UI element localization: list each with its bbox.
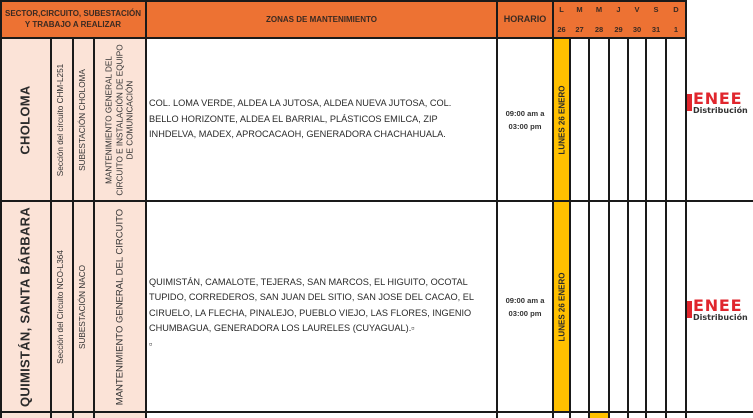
grid-line	[552, 0, 554, 418]
row2-day-label: LUNES 26 ENERO	[557, 272, 566, 341]
day-letter: L	[559, 5, 564, 14]
row1-sector-label: CHOLOMA	[17, 84, 33, 155]
day-letter: S	[653, 5, 659, 14]
row1-work-label	[104, 44, 136, 195]
zone-line: QUIMISTÁN, CAMALOTE, TEJERAS, SAN MARCOS, EL HIGUITO, OCOTAL	[149, 276, 468, 287]
row1-day-highlight	[553, 38, 570, 201]
day-letter: D	[673, 5, 679, 14]
grid-line	[588, 38, 590, 418]
grid-line	[569, 38, 571, 418]
row2-sector	[0, 201, 50, 412]
day-letter: M	[595, 5, 603, 14]
row1-substation-label: SUBESTACIÓN CHOLOMA	[77, 68, 87, 171]
enee-logo-sub: Distribución	[693, 313, 748, 322]
zone-line: TUPIDO, CORREDEROS, SAN JUAN DEL SITIO, SAN JOSE DEL CACAO, EL	[149, 292, 475, 303]
zone-line: INHDELVA, MADEX, APROCACAOH, GENERADORA CHACHAHUALA.	[149, 129, 446, 140]
row2-work-label: MANTENIMIENTO GENERAL DEL CIRCUITO	[114, 208, 125, 405]
day-letter: M	[576, 5, 583, 14]
grid-line	[0, 37, 686, 39]
header-horario	[497, 0, 553, 38]
grid-line	[627, 38, 629, 418]
row1-work	[93, 38, 146, 201]
grid-line	[145, 0, 147, 418]
row2-zones	[146, 201, 497, 412]
row2-substation	[72, 201, 93, 412]
row1-circuit	[50, 38, 72, 201]
header-day-3	[609, 0, 628, 38]
header-horario-label: HORARIO	[503, 13, 547, 24]
header-day-0	[553, 0, 570, 38]
grid-line	[0, 200, 753, 202]
header-day-1	[570, 0, 589, 38]
enee-logo	[686, 298, 753, 324]
header-sector-circuit	[0, 0, 146, 38]
work-line: DE COMUNICACIÓN	[124, 80, 134, 159]
grid-line	[93, 38, 95, 418]
grid-line	[645, 38, 647, 418]
row2-day-highlight	[553, 201, 570, 412]
row2-horario	[497, 201, 553, 412]
header-sector-label: SECTOR,CIRCUITO, SUBESTACIÓN Y TRABAJO A REALIZAR	[4, 9, 141, 29]
row2-sector-label: QUIMISTÁN, SANTA BÁRBARA	[17, 206, 33, 407]
enee-logo-mark-icon	[686, 94, 692, 111]
zone-line: CHUMBAGUA, GENERADORA LOS LAURELES (CUYAGUAL).▫	[149, 323, 415, 334]
row1-zones	[146, 38, 497, 201]
row1-substation	[72, 38, 93, 201]
enee-logo-sub: Distribución	[693, 106, 748, 115]
day-number: 29	[614, 25, 623, 34]
horario-line: 03:00 pm	[508, 121, 542, 131]
zone-line: COL. LOMA VERDE, ALDEA LA JUTOSA, ALDEA NUEVA JUTOSA, COL.	[149, 98, 452, 109]
zone-line: BELLO HORIZONTE, ALDEA EL BARRIAL, PLÁSTICOS EMILCA, ZIP	[149, 113, 438, 124]
day-number: 26	[557, 25, 566, 34]
day-letter: V	[634, 5, 640, 14]
grid-line	[50, 38, 52, 418]
row1-day-label: LUNES 26 ENERO	[557, 85, 566, 154]
day-number: 27	[575, 25, 584, 34]
day-number: 28	[594, 25, 604, 34]
enee-logo-word: ENEE	[693, 89, 743, 108]
row2-circuit-label: Sección del Circuito NCO-L364	[55, 249, 65, 364]
grid-line	[0, 0, 686, 2]
header-zones-label: ZONAS DE MANTENIMIENTO	[266, 14, 377, 24]
day-letter: J	[616, 5, 621, 14]
row1-sector	[0, 38, 50, 201]
header-day-6	[666, 0, 686, 38]
row2-work	[93, 201, 146, 412]
day-number: 31	[651, 25, 661, 34]
grid-line	[685, 0, 687, 418]
grid-line	[496, 0, 498, 418]
header-zones	[146, 0, 497, 38]
enee-logo-mark-icon	[686, 301, 692, 318]
grid-line	[72, 38, 74, 418]
enee-logo-word: ENEE	[693, 296, 743, 315]
grid-line	[0, 0, 2, 418]
row1-circuit-label: Sección del circuito CHM-L251	[55, 63, 65, 176]
header-day-4	[628, 0, 646, 38]
grid-line	[665, 38, 667, 418]
day-number: 30	[632, 25, 642, 34]
grid-line	[608, 38, 610, 418]
enee-logo	[686, 91, 753, 117]
grid-line	[0, 411, 753, 413]
horario-line: 09:00 am a	[505, 295, 545, 305]
day-number: 1	[673, 25, 679, 34]
row1-horario	[497, 38, 553, 201]
zone-line: CIRUELO, LA FLECHA, PINALEJO, PUEBLO VIEJO, LAS FLORES, INGENIO	[149, 307, 472, 318]
work-line: MANTENIMIENTO GENERAL DEL	[103, 55, 113, 184]
row2-circuit	[50, 201, 72, 412]
horario-line: 09:00 am a	[505, 108, 545, 118]
header-day-5	[646, 0, 666, 38]
work-line: CIRCUITO E INSTALACIÓN DE EQUIPO	[114, 43, 124, 196]
horario-line: 03:00 pm	[508, 308, 542, 318]
zone-line: ▫	[149, 338, 153, 349]
row3-day-highlight	[589, 413, 609, 418]
row2-substation-label: SUBESTACIÓN NACO	[77, 264, 87, 349]
header-day-2	[589, 0, 609, 38]
